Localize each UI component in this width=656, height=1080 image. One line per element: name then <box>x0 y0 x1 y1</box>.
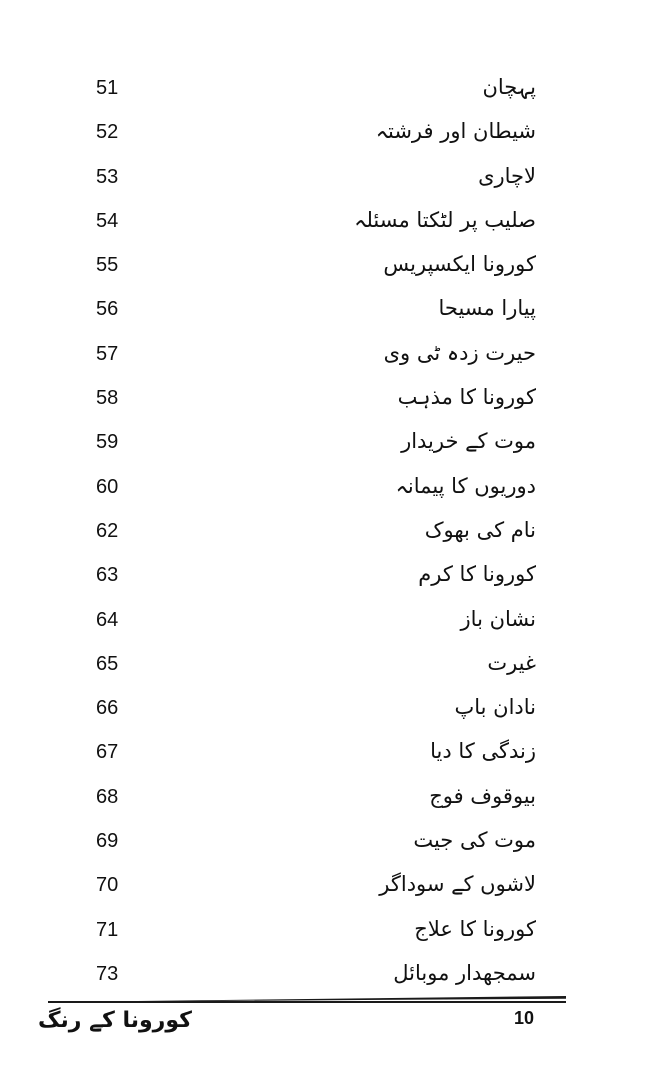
toc-title: پہچان <box>482 75 536 99</box>
toc-row <box>0 728 656 772</box>
toc-row <box>0 285 656 329</box>
toc-title: کورونا کا مذہب <box>397 385 536 410</box>
toc-page-number: 64 <box>96 608 119 631</box>
toc-title: کورونا کا علاج <box>414 916 536 941</box>
toc-row <box>0 684 656 728</box>
toc-page-number: 52 <box>96 121 119 144</box>
toc-row <box>0 153 656 197</box>
toc-page-number: 56 <box>96 298 119 321</box>
toc-row <box>0 197 656 241</box>
toc-title: موت کی جیت <box>413 828 536 853</box>
toc-page-number: 58 <box>96 387 119 410</box>
book-title: کورونا کے رنگ <box>38 1008 192 1033</box>
toc-row <box>0 906 656 950</box>
table-of-contents <box>0 64 656 994</box>
toc-title: حیرت زدہ ٹی وی <box>383 340 536 365</box>
toc-row <box>0 640 656 684</box>
toc-page-number: 54 <box>96 209 119 232</box>
toc-title: موت کے خریدار <box>401 429 536 454</box>
toc-row <box>0 596 656 640</box>
toc-page-number: 68 <box>96 785 119 808</box>
toc-row <box>0 418 656 462</box>
toc-title: بیوقوف فوج <box>429 783 536 808</box>
toc-page-number: 51 <box>96 77 119 99</box>
toc-page-number: 60 <box>96 475 119 498</box>
toc-row <box>0 241 656 285</box>
toc-page-number: 67 <box>96 741 119 764</box>
toc-page-number: 73 <box>96 962 119 985</box>
toc-page-number: 62 <box>96 519 119 542</box>
toc-title: پیارا مسیحا <box>438 296 536 321</box>
toc-row <box>0 950 656 994</box>
toc-title: نشان باز <box>460 606 536 631</box>
toc-title: دوریوں کا پیمانہ <box>395 473 536 498</box>
toc-page-number: 66 <box>96 697 119 720</box>
toc-page-number: 70 <box>96 874 119 897</box>
toc-title: لاچاری <box>478 163 536 188</box>
toc-title: کورونا کا کرم <box>418 562 536 587</box>
toc-row <box>0 64 656 108</box>
toc-page-number: 55 <box>96 254 119 277</box>
toc-row <box>0 773 656 817</box>
toc-row <box>0 861 656 905</box>
footer-divider-line <box>48 1001 566 1003</box>
toc-row <box>0 374 656 418</box>
toc-row <box>0 817 656 861</box>
toc-row <box>0 463 656 507</box>
toc-title: نام کی بھوک <box>424 517 536 542</box>
page-number: 10 <box>514 1008 535 1028</box>
toc-page-number: 53 <box>96 165 119 188</box>
toc-title: زندگی کا دیا <box>430 739 536 764</box>
toc-title: لاشوں کے سوداگر <box>379 872 536 897</box>
toc-title: شیطان اور فرشتہ <box>375 119 536 144</box>
toc-row <box>0 330 656 374</box>
toc-page-number: 65 <box>96 652 119 675</box>
toc-row <box>0 507 656 551</box>
toc-page-number: 71 <box>96 918 119 941</box>
toc-row <box>0 108 656 152</box>
toc-page-number: 57 <box>96 342 119 365</box>
toc-title: صلیب پر لٹکتا مسئلہ <box>354 207 536 232</box>
toc-title: غیرت <box>487 650 536 675</box>
toc-title: نادان باپ <box>454 695 536 720</box>
toc-page-number: 59 <box>96 431 119 454</box>
toc-row <box>0 551 656 595</box>
toc-title: کورونا ایکسپریس <box>383 252 536 277</box>
toc-page-number: 69 <box>96 830 119 853</box>
toc-title: سمجھدار موبائل <box>393 960 536 985</box>
toc-page-number: 63 <box>96 564 119 587</box>
